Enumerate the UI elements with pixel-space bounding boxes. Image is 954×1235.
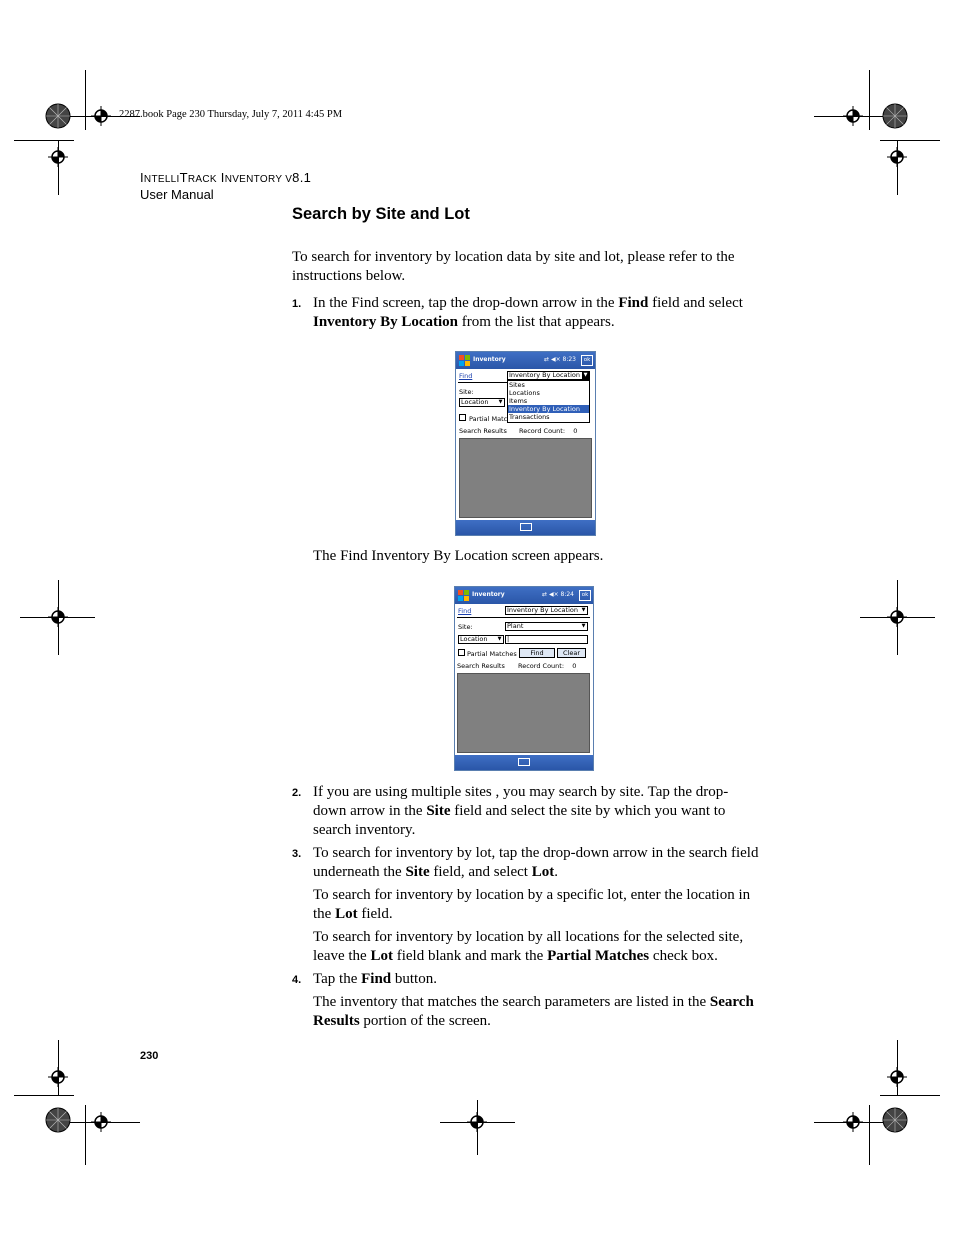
search-type-dropdown[interactable]: Location ▼ [458, 635, 504, 644]
step-4-text [313, 970, 761, 989]
find-screen-dropdown-screenshot [455, 351, 596, 536]
find-dropdown[interactable]: Inventory By Location ▼ [505, 606, 588, 615]
bold-term: Find [618, 295, 649, 311]
text-run: field. [357, 906, 393, 922]
text-run: To search for inventory by location by a specific lot, enter the location in the [313, 887, 751, 922]
text-run: field blank and mark the [392, 948, 548, 964]
text-run: field and select [648, 295, 743, 311]
step-2-text [313, 783, 761, 840]
partial-matches-label: Partial Matc [469, 415, 508, 423]
registration-target-icon [887, 147, 907, 167]
lot-input[interactable]: | [505, 635, 588, 644]
bold-term: Lot [335, 906, 358, 922]
title-bar [455, 587, 593, 604]
app-title: Inventory [472, 591, 505, 598]
bold-term: Find [361, 971, 392, 987]
step-number: 4. [292, 974, 302, 986]
find-dropdown-list[interactable] [507, 380, 590, 423]
bold-term: Site [426, 803, 451, 819]
step-number: 2. [292, 787, 302, 799]
ok-button[interactable]: ok [579, 590, 591, 601]
registration-target-icon [48, 607, 68, 627]
registration-target-icon [467, 1112, 487, 1132]
step-3-text [313, 844, 761, 882]
text-run: To search for inventory by lot, tap the drop-down arrow in the search field underneath the [313, 845, 759, 880]
starburst-mark-icon [882, 103, 908, 129]
running-header-product: INTELLITRACK INVENTORY V8.1 [140, 170, 312, 185]
site-dropdown[interactable]: Plant ▼ [505, 622, 588, 631]
step-number: 3. [292, 848, 302, 860]
text-run: check box. [649, 948, 718, 964]
section-title: Search by Site and Lot [292, 205, 470, 223]
text-run: . [554, 864, 558, 880]
find-dropdown[interactable]: Inventory By Location ▼ [507, 371, 590, 380]
text-run: field, and select [429, 864, 532, 880]
partial-matches-label: Partial Matches [467, 650, 517, 658]
text-run: button. [391, 971, 437, 987]
clock: ⇄ ◀× 8:24 [542, 591, 574, 598]
list-item[interactable]: Locations [509, 389, 540, 397]
keyboard-icon[interactable] [520, 523, 532, 531]
app-title: Inventory [473, 356, 506, 363]
text-run: To search for inventory by location by all locations for the selected site, leave the [313, 929, 744, 964]
keyboard-icon[interactable] [518, 758, 530, 766]
list-item-selected[interactable]: Inventory By Location [508, 405, 589, 413]
clock: ⇄ ◀× 8:23 [544, 356, 576, 363]
list-item[interactable]: Items [509, 397, 528, 405]
registration-target-icon [91, 1112, 111, 1132]
search-results-label: Search Results [457, 662, 505, 670]
step-number: 1. [292, 298, 302, 310]
registration-target-icon [843, 1112, 863, 1132]
page-number: 230 [140, 1050, 159, 1062]
step-3-partial-paragraph [313, 928, 761, 966]
bottom-bar [455, 755, 593, 770]
windows-start-icon [459, 355, 470, 366]
clear-button[interactable]: Clear [557, 648, 586, 658]
record-count-label: Record Count: 0 [519, 427, 578, 435]
chevron-down-icon: ▼ [497, 636, 502, 642]
text-run: In the Find screen, tap the drop-down arrow in the [313, 295, 619, 311]
registration-target-icon [887, 1067, 907, 1087]
bold-term: Lot [370, 948, 393, 964]
windows-start-icon [458, 590, 469, 601]
registration-target-icon [843, 106, 863, 126]
starburst-mark-icon [45, 1107, 71, 1133]
chevron-down-icon: ▼ [583, 372, 588, 378]
registration-target-icon [91, 106, 111, 126]
registration-target-icon [887, 607, 907, 627]
partial-matches-checkbox[interactable] [458, 649, 465, 656]
chevron-down-icon: ▼ [581, 623, 586, 629]
text-run: The inventory that matches the search parameters are listed in the [313, 994, 710, 1010]
list-item[interactable]: Sites [509, 381, 525, 389]
bold-term: Site [405, 864, 430, 880]
text-run: from the list that appears. [458, 314, 615, 330]
intro-paragraph: To search for inventory by location data by site and lot, please refer to the instructions below. [292, 249, 735, 284]
chevron-down-icon: ▼ [581, 607, 586, 613]
chevron-down-icon: ▼ [498, 399, 503, 405]
record-count-label: Record Count: 0 [518, 662, 577, 670]
title-bar [456, 352, 595, 369]
running-header-manual: User Manual [140, 187, 214, 202]
search-results-label: Search Results [459, 427, 507, 435]
print-slug: 2287.book Page 230 Thursday, July 7, 2011 4:45 PM [119, 109, 343, 120]
site-dropdown[interactable]: Location ▼ [459, 398, 505, 407]
partial-matches-checkbox[interactable] [459, 414, 466, 421]
step-4-results-paragraph [313, 993, 761, 1031]
registration-target-icon [48, 147, 68, 167]
text-run: If you are using multiple sites , you may search by site. Tap the drop-down arrow in the [313, 784, 729, 819]
text-run: field and select the site by which you want to search inventory. [313, 803, 726, 838]
ok-button[interactable]: ok [581, 355, 593, 366]
find-label: Find [458, 607, 472, 615]
starburst-mark-icon [45, 103, 71, 129]
search-results-area[interactable] [457, 673, 590, 753]
list-item[interactable]: Transactions [509, 413, 550, 421]
find-inventory-by-location-screenshot [454, 586, 594, 771]
bottom-bar [456, 520, 595, 535]
step-1-text [313, 294, 763, 332]
site-label: Site: [458, 623, 473, 631]
find-label: Find [459, 372, 473, 380]
find-button[interactable]: Find [519, 648, 555, 658]
bold-term: Search Results [313, 994, 754, 1029]
step-3-lot-paragraph [313, 886, 761, 924]
bold-term: Lot [531, 864, 555, 880]
text-run: portion of the screen. [359, 1013, 491, 1029]
registration-target-icon [48, 1067, 68, 1087]
starburst-mark-icon [882, 1107, 908, 1133]
bold-term: Inventory By Location [313, 314, 459, 330]
search-results-area[interactable] [459, 438, 592, 518]
caption-find-screen: The Find Inventory By Location screen appears. [313, 548, 604, 564]
bold-term: Partial Matches [547, 948, 650, 964]
text-run: Tap the [313, 971, 362, 987]
site-label: Site: [459, 388, 474, 396]
